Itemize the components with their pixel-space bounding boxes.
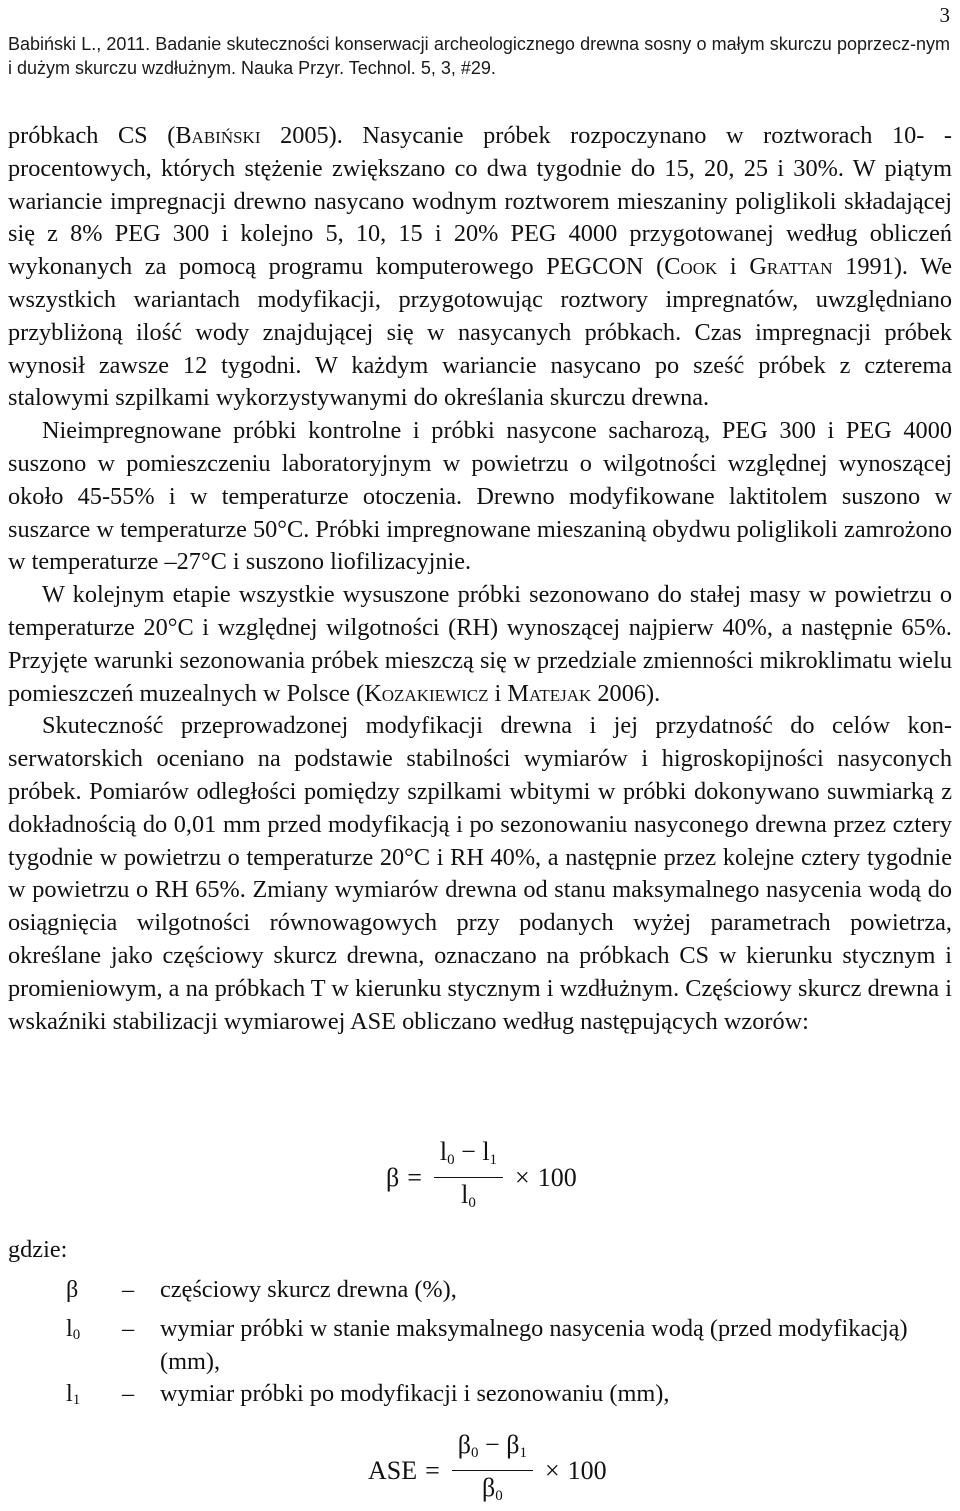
paragraph-3: W kolejnym etapie wszystkie wysuszone próbki sezonowano do stałej masy w powietrzu o temperaturze 20°C i względnej wilgotności (RH) wynoszącej najpierw 40%, a następnie 65%. Przyjęte warunki sezonowania próbek mieszczą się w przedziale zmienności mikroklimatu wielu pomieszczeń muzealnych w Polsce (Kozakiewicz i Matejak 2006). <box>8 581 952 707</box>
body-text <box>8 120 952 1038</box>
paragraph-4: Skuteczność przeprowadzonej modyfikacji drewna i jej przydatność do celów konserwatorskich oceniano na podstawie stabilności wymiarów i higroskopijności nasyconych próbek. Pomiarów odległości pomiędzy szpilkami wbitymi w próbki dokonywano suwmiarką z dokładnością do 0,01 mm przed modyfikacją i po sezonowaniu nasyconego drewna przez cztery tygodnie w powietrzu o temperaturze 20°C i RH 40%, a następnie przez kolejne cztery tygodnie w powietrzu o RH 65%. Zmiany wymiarów drewna od stanu maksymalnego nasycenia wodą do osiągnięcia wilgotności równowagowych przy podanych wyżej parametrach powietrza, określane jako częściowy skurcz drewna, oznaczano na próbkach CS w kierunku stycznym i promieniowym, a na próbkach T w kierunku stycznym i wzdłużnym. Częściowy skurcz drewna i wskaźniki stabilizacji wymiarowej ASE obliczano według następujących wzorów: <box>8 712 952 1035</box>
definition-row: $l_0$ – wymiar próbki w stanie maksymalnego nasycenia wodą (przed modyfikacją) (mm), <box>66 1314 908 1375</box>
where-label: gdzie: <box>8 1236 68 1263</box>
formula-beta: β = $\frac{l_0 - l_1}{l_0}$ × 100 <box>386 1137 577 1218</box>
citation-author: Matejak <box>507 679 592 707</box>
fraction: $\frac{\beta_0 - \beta_1}{\beta_0}$ <box>452 1430 533 1511</box>
definition-row: β – częściowy skurcz drewna (%), <box>66 1276 457 1303</box>
citation-author: Babiński <box>175 122 261 149</box>
page-number: 3 <box>939 3 950 27</box>
paragraph-2: Nieimpregnowane próbki kontrolne i próbki nasycone sacharozą, PEG 300 i PEG 4000 suszono w pomieszczeniu laboratoryjnym w powietrzu o wilgotności względnej wynoszącej około 45-55% i w temperaturze otoczenia. Drewno modyfikowane laktitolem suszono w suszarce w temperaturze 50°C. Próbki impregnowane mieszaniną obydwu poliglikoli zamrożono w temperaturze –27°C i suszono liofilizacyjnie. <box>8 417 952 576</box>
citation-author: Grattan <box>749 253 833 281</box>
symbol-definitions <box>66 1274 956 1417</box>
citation-author: Kozakiewicz <box>364 679 489 707</box>
formula-ase: ASE = $\frac{\beta_0 - \beta_1}{\beta_0}$ × 100 <box>368 1430 607 1511</box>
definition-row: $l_1$ – wymiar próbki po modyfikacji i sezonowaniu (mm), <box>66 1380 670 1409</box>
citation-author: Cook <box>664 253 718 281</box>
paragraph-1: próbkach CS (Babiński 2005). Nasycanie próbek rozpoczynano w roztworach 10- -procentowych, których stężenie zwiększano co dwa tygodnie do 15, 20, 25 i 30%. W piątym wariancie impregnacji drewno nasycano wodnym roztworem mieszaniny poliglikoli składającej się z 8% PEG 300 i kolejno 5, 10, 15 i 20% PEG 4000 przygotowanej według obliczeń wykonanych za pomocą programu komputerowego PEGCON (Cook i Grattan 1991). We wszystkich wariantach modyfikacji, przygotowując roztwory impregnatów, uwzględniano przybliżoną ilość wody znajdującej się w nasycanych próbkach. Czas impregnacji próbek wynosił zawsze 12 tygodni. W każdym wariancie nasycano po sześć próbek z czterema stalowymi szpilkami wykorzystywanymi do określania skurczu drewna. <box>8 122 952 412</box>
running-head-citation: Babiński L., 2011. Badanie skuteczności konserwacji archeologicznego drewna sosny o małym skurczu poprzecz-nym i dużym skurczu wzdłużnym. Nauka Przyr. Technol. 5, 3, #29. <box>8 34 950 78</box>
fraction: $\frac{l_0 - l_1}{l_0}$ <box>434 1137 503 1218</box>
